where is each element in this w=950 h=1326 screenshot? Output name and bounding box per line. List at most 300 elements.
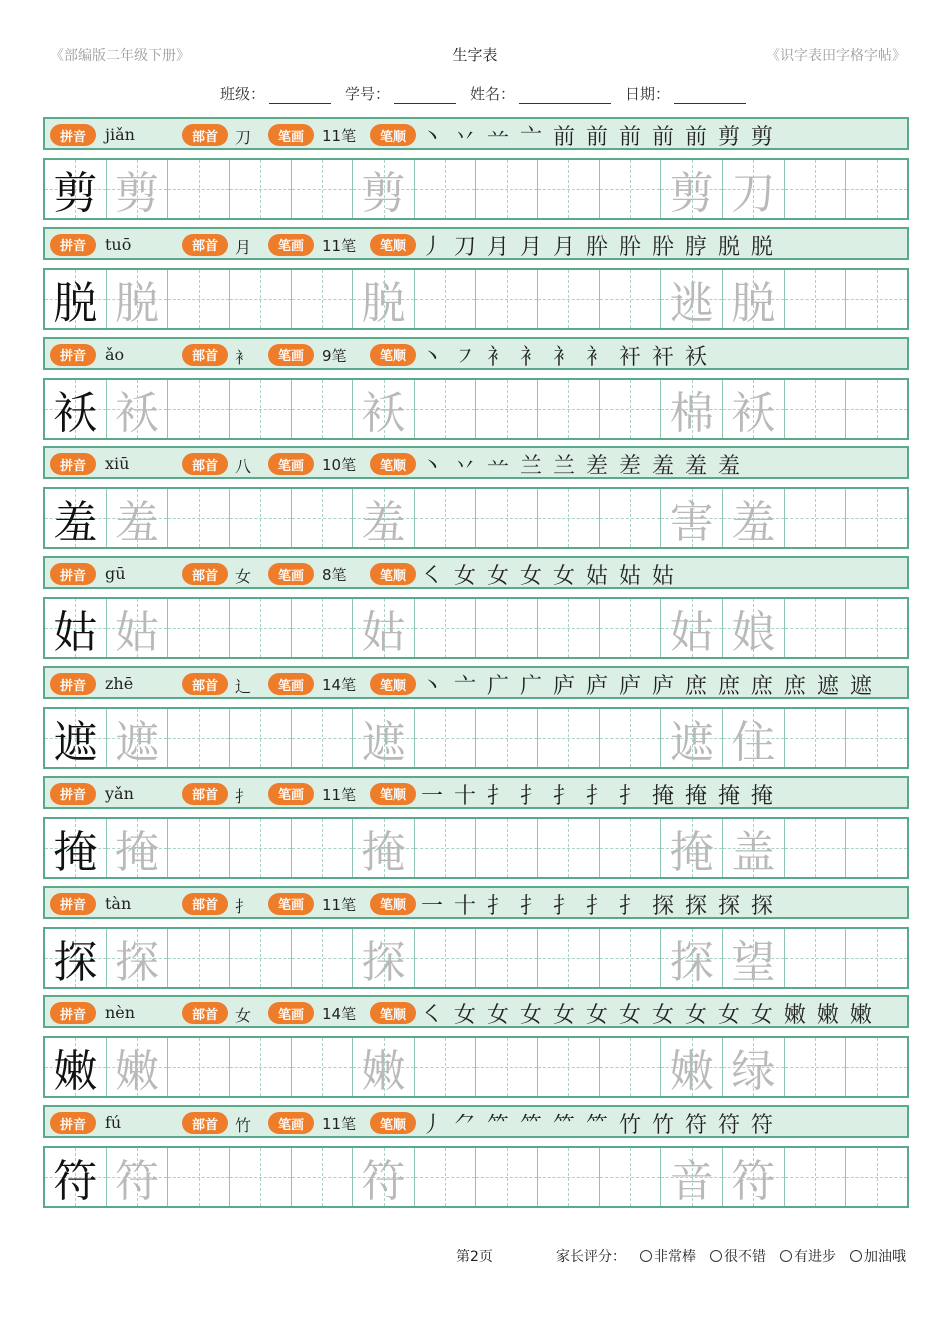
practice-cell[interactable] (45, 819, 106, 877)
practice-cell[interactable] (106, 270, 168, 328)
radical-value: 女 (235, 1006, 252, 1026)
practice-cell[interactable] (599, 709, 661, 767)
practice-character: 脱 (731, 277, 776, 329)
practice-character: 音 (669, 1156, 714, 1208)
stroke-count-tag: 笔画 (268, 453, 314, 475)
practice-cell[interactable] (229, 1038, 291, 1096)
practice-cell[interactable] (45, 709, 106, 767)
radical-value: 女 (235, 567, 252, 587)
practice-cell[interactable] (475, 1038, 537, 1096)
practice-character: 袄 (53, 387, 98, 439)
practice-grid (43, 817, 909, 879)
practice-cell[interactable] (167, 489, 229, 547)
practice-cell[interactable] (845, 599, 907, 657)
stroke-count-tag: 笔画 (268, 1112, 314, 1134)
stroke-order: ㇛ 女 女 女 女 女 女 女 女 女 女 嫩 嫩 嫩 (421, 1003, 874, 1029)
stroke-count-tag: 笔画 (268, 563, 314, 585)
stroke-order: 丿 ⺈ ⺮ ⺮ ⺮ ⺮ 竹 竹 符 符 符 (421, 1113, 775, 1139)
practice-character: 遮 (53, 717, 98, 768)
practice-cell[interactable] (414, 599, 476, 657)
practice-character: 娘 (731, 607, 776, 659)
radical-value: 竹 (235, 1116, 252, 1136)
stroke-count-tag: 笔画 (268, 1002, 314, 1024)
stroke-count-tag: 笔画 (268, 673, 314, 695)
practice-cell[interactable] (599, 929, 661, 987)
practice-character: 探 (669, 936, 714, 988)
practice-cell[interactable] (660, 1038, 722, 1096)
practice-cell[interactable] (845, 709, 907, 767)
pinyin-tag: 拼音 (50, 1112, 96, 1134)
practice-cell[interactable] (784, 599, 846, 657)
practice-cell[interactable] (167, 1038, 229, 1096)
practice-character: 害 (669, 497, 714, 549)
practice-cell[interactable] (414, 380, 476, 438)
stroke-order: ㇛ 女 女 女 女 姑 姑 姑 (421, 564, 676, 590)
page-number: 第2页 (456, 1249, 493, 1265)
practice-character: 羞 (114, 497, 159, 549)
practice-cell[interactable] (722, 599, 784, 657)
practice-character: 剪 (114, 168, 159, 219)
pinyin-value: tuō (105, 234, 132, 254)
rating-option-good[interactable]: 很不错 (710, 1246, 766, 1266)
practice-cell[interactable] (106, 929, 168, 987)
info-bar (43, 886, 909, 919)
practice-cell[interactable] (537, 160, 599, 218)
info-bar (43, 337, 909, 370)
practice-cell[interactable] (845, 380, 907, 438)
practice-grid (43, 1036, 909, 1098)
practice-cell[interactable] (660, 270, 722, 328)
stroke-count-tag: 笔画 (268, 124, 314, 146)
practice-cell[interactable] (784, 380, 846, 438)
info-bar (43, 227, 909, 260)
rating-option-keep-going[interactable]: 加油哦 (850, 1246, 906, 1266)
radio-circle-icon[interactable] (850, 1250, 862, 1262)
stroke-order-tag: 笔顺 (370, 234, 416, 256)
practice-character: 符 (361, 1156, 406, 1208)
practice-cell[interactable] (352, 1148, 414, 1206)
practice-cell[interactable] (291, 1148, 353, 1206)
practice-character: 探 (114, 936, 159, 988)
practice-cell[interactable] (784, 709, 846, 767)
practice-cell[interactable] (845, 489, 907, 547)
practice-character: 姑 (114, 607, 159, 659)
practice-cell[interactable] (784, 270, 846, 328)
stroke-order-tag: 笔顺 (370, 893, 416, 915)
info-bar (43, 776, 909, 809)
stroke-order-tag: 笔顺 (370, 673, 416, 695)
practice-character: 符 (114, 1156, 159, 1208)
practice-cell[interactable] (291, 160, 353, 218)
stroke-count: 14笔 (322, 676, 357, 694)
stroke-count: 11笔 (322, 785, 357, 804)
practice-cell[interactable] (106, 380, 168, 438)
radical-value: 刀 (235, 128, 252, 147)
practice-cell[interactable] (784, 819, 846, 877)
practice-cell[interactable] (414, 489, 476, 547)
practice-character: 剪 (669, 168, 714, 219)
pinyin-value: nèn (105, 1003, 136, 1023)
practice-character: 符 (731, 1156, 776, 1208)
practice-cell[interactable] (229, 270, 291, 328)
practice-cell[interactable] (537, 929, 599, 987)
practice-cell[interactable] (291, 489, 353, 547)
practice-cell[interactable] (475, 489, 537, 547)
practice-cell[interactable] (599, 1148, 661, 1206)
stroke-order: 丶 亠 广 广 庐 庐 庐 庐 庶 庶 庶 庶 遮 遮 (421, 674, 874, 699)
practice-cell[interactable] (722, 819, 784, 877)
practice-cell[interactable] (599, 160, 661, 218)
practice-cell[interactable] (167, 1148, 229, 1206)
radio-circle-icon[interactable] (710, 1250, 722, 1262)
practice-character: 棉 (669, 387, 714, 439)
practice-cell[interactable] (352, 599, 414, 657)
name-field[interactable]: 姓名： (470, 83, 611, 104)
practice-cell[interactable] (845, 270, 907, 328)
character-block (43, 446, 909, 549)
practice-cell[interactable] (475, 599, 537, 657)
practice-cell[interactable] (722, 380, 784, 438)
practice-cell[interactable] (106, 599, 168, 657)
practice-cell[interactable] (414, 1038, 476, 1096)
radical-tag: 部首 (182, 124, 228, 146)
practice-character: 掩 (53, 826, 98, 878)
practice-cell[interactable] (167, 270, 229, 328)
practice-cell[interactable] (414, 929, 476, 987)
practice-character: 嫩 (114, 1046, 159, 1098)
radio-circle-icon[interactable] (640, 1250, 652, 1262)
practice-cell[interactable] (106, 489, 168, 547)
practice-cell[interactable] (599, 599, 661, 657)
practice-character: 姑 (669, 607, 714, 659)
practice-grid (43, 378, 909, 440)
radical-value: 辶 (235, 677, 252, 696)
practice-character: 羞 (53, 497, 98, 549)
practice-cell[interactable] (414, 819, 476, 877)
practice-grid (43, 158, 909, 220)
practice-cell[interactable] (291, 929, 353, 987)
practice-cell[interactable] (845, 929, 907, 987)
practice-cell[interactable] (475, 270, 537, 328)
practice-cell[interactable] (845, 819, 907, 877)
practice-character: 袄 (361, 387, 406, 439)
practice-cell[interactable] (167, 709, 229, 767)
practice-cell[interactable] (722, 709, 784, 767)
practice-character: 剪 (53, 168, 98, 219)
practice-cell[interactable] (599, 489, 661, 547)
practice-cell[interactable] (475, 709, 537, 767)
character-block (43, 556, 909, 659)
radical-tag: 部首 (182, 1112, 228, 1134)
practice-cell[interactable] (660, 599, 722, 657)
practice-character: 剪 (361, 168, 406, 219)
practice-cell[interactable] (475, 819, 537, 877)
stroke-order: 丶 丷 䒑 亠 前 前 前 前 前 剪 剪 (421, 125, 775, 150)
practice-cell[interactable] (45, 380, 106, 438)
practice-character: 探 (361, 936, 406, 988)
practice-cell[interactable] (660, 1148, 722, 1206)
stroke-count: 11笔 (322, 236, 357, 255)
header-right: 《识字表田字格字帖》 (766, 48, 906, 64)
practice-cell[interactable] (45, 1038, 106, 1096)
practice-cell[interactable] (784, 160, 846, 218)
practice-cell[interactable] (167, 929, 229, 987)
practice-cell[interactable] (291, 709, 353, 767)
practice-cell[interactable] (722, 489, 784, 547)
practice-cell[interactable] (845, 160, 907, 218)
practice-cell[interactable] (45, 489, 106, 547)
practice-character: 盖 (731, 826, 776, 878)
stroke-order: 丶 丷 䒑 兰 兰 差 差 羞 羞 羞 (421, 454, 742, 480)
practice-cell[interactable] (414, 270, 476, 328)
practice-character: 绿 (731, 1046, 776, 1098)
practice-cell[interactable] (291, 1038, 353, 1096)
practice-character: 袄 (731, 387, 776, 439)
stroke-count: 11笔 (322, 127, 357, 145)
practice-cell[interactable] (167, 819, 229, 877)
pinyin-value: gū (105, 564, 126, 584)
pinyin-value: zhē (105, 674, 134, 693)
radical-tag: 部首 (182, 563, 228, 585)
practice-cell[interactable] (660, 709, 722, 767)
radio-circle-icon[interactable] (780, 1250, 792, 1262)
radical-value: 衤 (235, 347, 252, 367)
character-block (43, 227, 909, 330)
character-block (43, 666, 909, 769)
practice-cell[interactable] (722, 160, 784, 218)
student-number-field[interactable]: 学号： (345, 83, 456, 104)
practice-character: 姑 (53, 607, 98, 659)
date-field[interactable]: 日期： (625, 83, 746, 104)
practice-cell[interactable] (475, 160, 537, 218)
practice-cell[interactable] (660, 489, 722, 547)
info-line (220, 83, 752, 104)
practice-cell[interactable] (722, 1038, 784, 1096)
practice-cell[interactable] (106, 819, 168, 877)
practice-character: 遮 (361, 717, 406, 768)
practice-cell[interactable] (414, 709, 476, 767)
header-left: 《部编版二年级下册》 (50, 48, 190, 64)
practice-cell[interactable] (229, 380, 291, 438)
practice-cell[interactable] (352, 270, 414, 328)
stroke-order-tag: 笔顺 (370, 563, 416, 585)
practice-cell[interactable] (722, 270, 784, 328)
parent-rating (556, 1246, 906, 1266)
practice-cell[interactable] (537, 819, 599, 877)
radical-tag: 部首 (182, 344, 228, 366)
stroke-order: 一 十 扌 扌 扌 扌 扌 探 探 探 探 (421, 893, 775, 919)
practice-cell[interactable] (291, 599, 353, 657)
practice-cell[interactable] (229, 819, 291, 877)
practice-character: 姑 (361, 607, 406, 659)
practice-cell[interactable] (599, 819, 661, 877)
pinyin-tag: 拼音 (50, 234, 96, 256)
radical-value: 月 (235, 237, 252, 257)
practice-cell[interactable] (537, 709, 599, 767)
pinyin-value: jiǎn (105, 125, 135, 144)
practice-character: 嫩 (53, 1046, 98, 1098)
practice-cell[interactable] (106, 709, 168, 767)
practice-grid (43, 597, 909, 659)
practice-cell[interactable] (660, 380, 722, 438)
stroke-order-tag: 笔顺 (370, 783, 416, 805)
stroke-count-tag: 笔画 (268, 893, 314, 915)
practice-cell[interactable] (45, 599, 106, 657)
practice-cell[interactable] (475, 380, 537, 438)
practice-cell[interactable] (167, 380, 229, 438)
practice-cell[interactable] (784, 1038, 846, 1096)
stroke-count-tag: 笔画 (268, 234, 314, 256)
practice-cell[interactable] (352, 380, 414, 438)
practice-character: 脱 (361, 277, 406, 329)
practice-cell[interactable] (784, 1148, 846, 1206)
practice-cell[interactable] (229, 489, 291, 547)
practice-cell[interactable] (475, 1148, 537, 1206)
practice-cell[interactable] (291, 819, 353, 877)
practice-cell[interactable] (660, 929, 722, 987)
practice-cell[interactable] (352, 489, 414, 547)
stroke-order-tag: 笔顺 (370, 1112, 416, 1134)
practice-cell[interactable] (537, 489, 599, 547)
practice-cell[interactable] (537, 1148, 599, 1206)
radical-tag: 部首 (182, 234, 228, 256)
practice-character: 住 (731, 717, 776, 768)
pinyin-value: fú (105, 1113, 122, 1133)
practice-cell[interactable] (537, 270, 599, 328)
practice-grid (43, 707, 909, 769)
practice-cell[interactable] (352, 819, 414, 877)
pinyin-tag: 拼音 (50, 673, 96, 695)
class-field[interactable]: 班级： (220, 83, 331, 104)
practice-cell[interactable] (414, 160, 476, 218)
practice-cell[interactable] (722, 929, 784, 987)
practice-cell[interactable] (229, 929, 291, 987)
stroke-count: 9笔 (322, 346, 347, 365)
practice-cell[interactable] (106, 1038, 168, 1096)
practice-grid (43, 1146, 909, 1208)
stroke-order-tag: 笔顺 (370, 344, 416, 366)
character-block (43, 776, 909, 879)
practice-cell[interactable] (167, 599, 229, 657)
practice-character: 掩 (669, 826, 714, 878)
character-block (43, 1105, 909, 1208)
practice-cell[interactable] (537, 380, 599, 438)
pinyin-value: tàn (105, 893, 132, 913)
practice-cell[interactable] (784, 489, 846, 547)
practice-cell[interactable] (845, 1148, 907, 1206)
practice-cell[interactable] (352, 929, 414, 987)
stroke-count: 8笔 (322, 566, 347, 585)
rating-label: 家长评分： (556, 1249, 626, 1265)
practice-cell[interactable] (352, 709, 414, 767)
practice-cell[interactable] (167, 160, 229, 218)
practice-cell[interactable] (45, 929, 106, 987)
stroke-count-tag: 笔画 (268, 783, 314, 805)
pinyin-tag: 拼音 (50, 783, 96, 805)
practice-cell[interactable] (660, 160, 722, 218)
practice-cell[interactable] (352, 1038, 414, 1096)
stroke-count: 11笔 (322, 1115, 357, 1134)
character-block (43, 886, 909, 989)
practice-cell[interactable] (106, 1148, 168, 1206)
practice-cell[interactable] (106, 160, 168, 218)
practice-character: 羞 (731, 497, 776, 549)
info-bar (43, 666, 909, 699)
radical-tag: 部首 (182, 673, 228, 695)
character-block (43, 995, 909, 1098)
practice-character: 掩 (114, 826, 159, 878)
practice-cell[interactable] (229, 1148, 291, 1206)
practice-character: 脱 (53, 277, 98, 329)
practice-cell[interactable] (599, 1038, 661, 1096)
practice-character: 嫩 (361, 1046, 406, 1098)
practice-cell[interactable] (475, 929, 537, 987)
stroke-count-tag: 笔画 (268, 344, 314, 366)
character-block (43, 337, 909, 440)
rating-option-excellent[interactable]: 非常棒 (640, 1246, 696, 1266)
practice-character: 掩 (361, 826, 406, 878)
practice-cell[interactable] (599, 380, 661, 438)
pinyin-tag: 拼音 (50, 453, 96, 475)
practice-cell[interactable] (229, 709, 291, 767)
practice-cell[interactable] (414, 1148, 476, 1206)
info-bar (43, 446, 909, 479)
pinyin-tag: 拼音 (50, 1002, 96, 1024)
info-bar (43, 995, 909, 1028)
practice-cell[interactable] (537, 599, 599, 657)
info-bar (43, 117, 909, 150)
pinyin-value: yǎn (105, 783, 134, 803)
practice-cell[interactable] (784, 929, 846, 987)
radical-tag: 部首 (182, 783, 228, 805)
practice-grid (43, 268, 909, 330)
practice-cell[interactable] (845, 1038, 907, 1096)
practice-cell[interactable] (291, 380, 353, 438)
practice-cell[interactable] (45, 160, 106, 218)
practice-character: 遮 (114, 717, 159, 768)
practice-cell[interactable] (229, 160, 291, 218)
radical-value: 八 (235, 457, 252, 477)
practice-cell[interactable] (291, 270, 353, 328)
practice-cell[interactable] (722, 1148, 784, 1206)
practice-character: 刀 (731, 168, 776, 219)
practice-character: 袄 (114, 387, 159, 439)
practice-cell[interactable] (45, 1148, 106, 1206)
stroke-count: 14笔 (322, 1005, 357, 1024)
pinyin-value: xiū (105, 454, 130, 474)
practice-character: 遮 (669, 717, 714, 768)
practice-cell[interactable] (352, 160, 414, 218)
practice-cell[interactable] (45, 270, 106, 328)
practice-cell[interactable] (660, 819, 722, 877)
practice-character: 探 (53, 936, 98, 988)
practice-cell[interactable] (537, 1038, 599, 1096)
practice-character: 符 (53, 1156, 98, 1208)
info-bar (43, 1105, 909, 1138)
practice-cell[interactable] (599, 270, 661, 328)
rating-option-improving[interactable]: 有进步 (780, 1246, 836, 1266)
stroke-order: 一 十 扌 扌 扌 扌 扌 掩 掩 掩 掩 (421, 783, 775, 809)
radical-tag: 部首 (182, 1002, 228, 1024)
pinyin-tag: 拼音 (50, 893, 96, 915)
pinyin-tag: 拼音 (50, 124, 96, 146)
practice-grid (43, 487, 909, 549)
stroke-order: 丿 刀 月 月 月 肸 肸 肸 脝 脱 脱 (421, 234, 775, 260)
practice-cell[interactable] (229, 599, 291, 657)
practice-character: 望 (731, 936, 776, 988)
radical-value: 扌 (235, 786, 252, 806)
stroke-order-tag: 笔顺 (370, 453, 416, 475)
